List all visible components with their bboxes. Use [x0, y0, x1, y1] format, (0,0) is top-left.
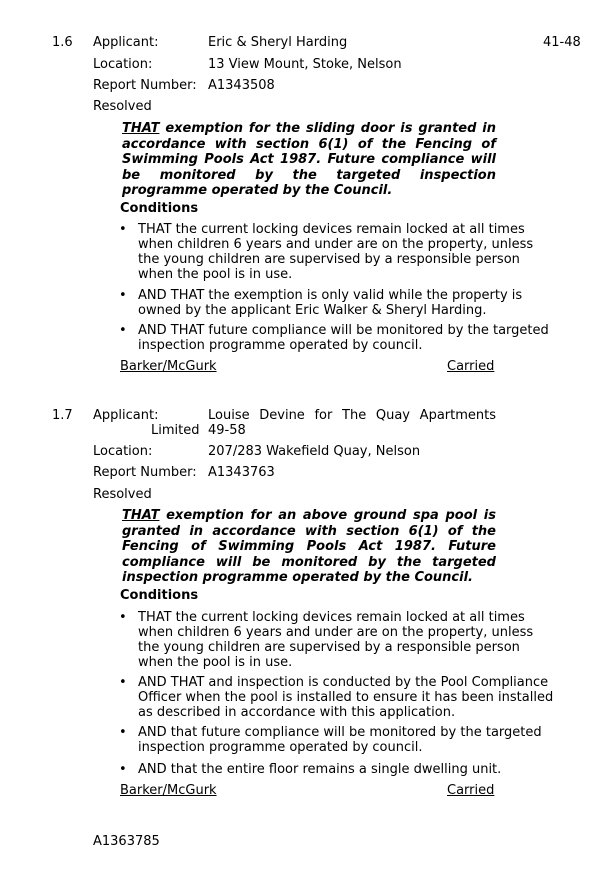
condition-item: • AND THAT future compliance will be monitored by the targeted inspection programme operated by council. [138, 323, 558, 353]
resolution-that: THAT [122, 508, 160, 523]
conditions-heading: Conditions [120, 201, 199, 216]
applicant-label: Applicant: [93, 35, 159, 50]
condition-item: • AND that future compliance will be monitored by the targeted inspection programme operated by council. [138, 725, 558, 755]
resolution-body: exemption for the sliding door is granted in accordance with section 6(1) of the Fencing of Swimming Pools Act 1987. Future compliance will be monitored by the targeted inspection programme operated by the Council. [122, 121, 496, 198]
report-number-label: Report Number: [93, 465, 197, 480]
resolved-label: Resolved [93, 487, 152, 502]
page-range: 41-48 [543, 35, 581, 50]
resolution-body: exemption for an above ground spa pool is granted in accordance with section 6(1) of the Fencing of Swimming Pools Act 1987. Future compliance will be monitored by the targeted inspection programme operated by the Council. [122, 508, 496, 585]
resolution-that: THAT [122, 121, 160, 136]
applicant-value: Eric & Sheryl Harding [208, 35, 348, 50]
location-label: Location: [93, 57, 153, 72]
condition-item: • AND THAT and inspection is conducted by the Pool Compliance Officer when the pool is installed to ensure it has been installed as described in accordance with this application. [138, 675, 558, 720]
motion-outcome: Carried [447, 359, 495, 374]
report-number-value: A1343763 [208, 465, 275, 480]
condition-item: • AND that the entire floor remains a single dwelling unit. [138, 762, 558, 777]
location-value: 13 View Mount, Stoke, Nelson [208, 57, 402, 72]
footer-document-reference: A1363785 [93, 834, 160, 849]
motion-outcome: Carried [447, 783, 495, 798]
applicant-value-line1: Louise Devine for The Quay Apartments [208, 408, 496, 423]
location-label: Location: [93, 444, 153, 459]
resolved-label: Resolved [93, 99, 152, 114]
condition-item: • AND THAT the exemption is only valid while the property is owned by the applicant Eric Walker & Sheryl Harding. [138, 288, 558, 318]
condition-item: • THAT the current locking devices remain locked at all times when children 6 years and under are on the property, unless the young children are supervised by a responsible person when the pool is in use. [138, 610, 558, 670]
resolution-text [122, 508, 496, 586]
item-number: 1.6 [52, 35, 73, 50]
report-number-value: A1343508 [208, 78, 275, 93]
resolution-text [122, 121, 496, 199]
item-number: 1.7 [52, 408, 73, 423]
mover-seconder: Barker/McGurk [120, 783, 217, 798]
report-number-label: Report Number: [93, 78, 197, 93]
applicant-label: Applicant: [93, 408, 159, 423]
applicant-value-line2: 49-58 [208, 423, 246, 438]
conditions-heading: Conditions [120, 588, 199, 603]
mover-seconder: Barker/McGurk [120, 359, 217, 374]
condition-item: • THAT the current locking devices remain locked at all times when children 6 years and under are on the property, unless the young children are supervised by a responsible person when the pool is in use. [138, 222, 558, 282]
applicant-value-limited: Limited [151, 423, 200, 438]
location-value: 207/283 Wakefield Quay, Nelson [208, 444, 421, 459]
